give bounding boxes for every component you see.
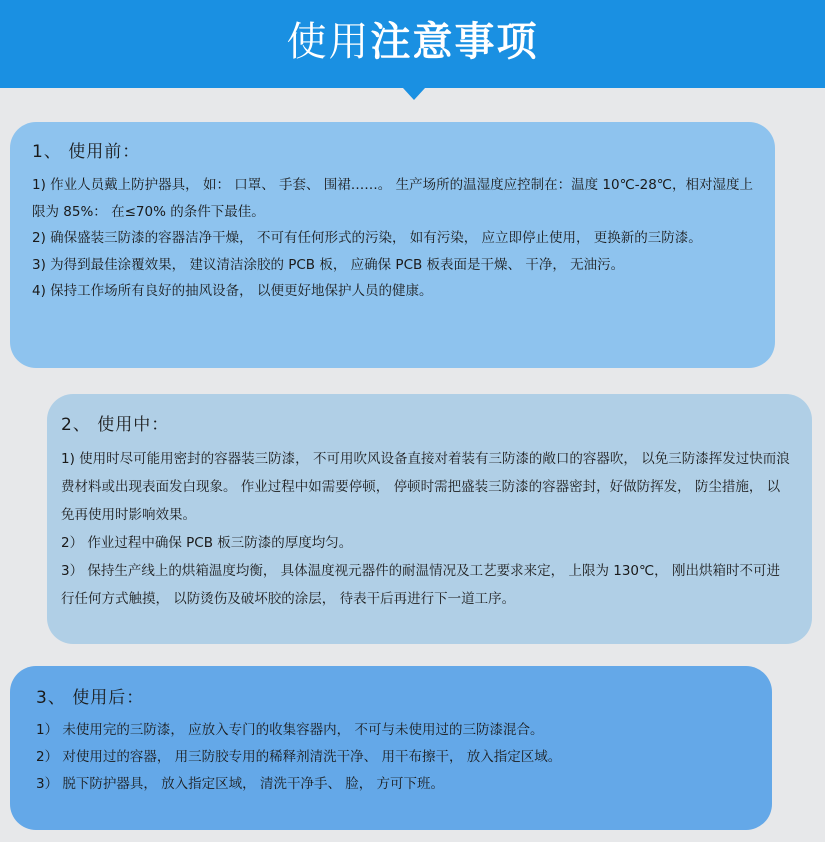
section-after-use (10, 666, 772, 830)
list-item: 2） 作业过程中确保 PCB 板三防漆的厚度均匀。 (61, 535, 353, 551)
section-during-use (47, 394, 812, 644)
list-item: 1) 使用时尽可能用密封的容器装三防漆， 不可用吹风设备直接对着装有三防漆的敞口的容器吹， 以免三防漆挥发过快而浪费材料或出现表面发白现象。 作业过程中如需要停顿， 停顿时需把盛装三防漆的容器密封，好做防挥发， 防尘措施， 以免再使用时影响效果。 (61, 451, 790, 523)
section-title: 1、 使用前： (32, 142, 141, 162)
list-item: 2） 对使用过的容器， 用三防胶专用的稀释剂清洗干净、 用干布擦干， 放入指定区域。 (36, 749, 562, 765)
section-title: 3、 使用后： (36, 688, 145, 708)
list-item: 4) 保持工作场所有良好的抽风设备， 以便更好地保护人员的健康。 (32, 283, 433, 299)
list-item: 2) 确保盛装三防漆的容器洁净干燥， 不可有任何形式的污染， 如有污染， 应立即停止使用， 更换新的三防漆。 (32, 230, 702, 246)
section-title: 2、 使用中： (61, 415, 170, 435)
page-title (0, 14, 825, 70)
header-pointer-arrow (403, 88, 425, 100)
list-item: 1) 作业人员戴上防护器具， 如： 口罩、 手套、 围裙……。 生产场所的温湿度应控制在：温度 10℃-28℃，相对湿度上限为 85%： 在≤70% 的条件下最佳。 (32, 177, 753, 220)
list-item: 3) 为得到最佳涂覆效果， 建议清洁涂胶的 PCB 板， 应确保 PCB 板表面是干燥、 干净， 无油污。 (32, 256, 625, 273)
header-banner (0, 0, 825, 88)
page-title-bold: 注意事项 (370, 19, 539, 65)
list-item: 3） 保持生产线上的烘箱温度均衡， 具体温度视元器件的耐温情况及工艺要求来定， 上限为 130℃， 刚出烘箱时不可进行任何方式触摸， 以防烫伤及破坏胶的涂层， 待表干后再进行下一道工序。 (61, 563, 780, 607)
list-item: 1） 未使用完的三防漆， 应放入专门的收集容器内， 不可与未使用过的三防漆混合。 (36, 722, 544, 738)
page-title-light: 使用 (286, 19, 371, 65)
section-before-use (10, 122, 775, 368)
list-item: 3） 脱下防护器具， 放入指定区域， 清洗干净手、 脸， 方可下班。 (36, 776, 445, 792)
